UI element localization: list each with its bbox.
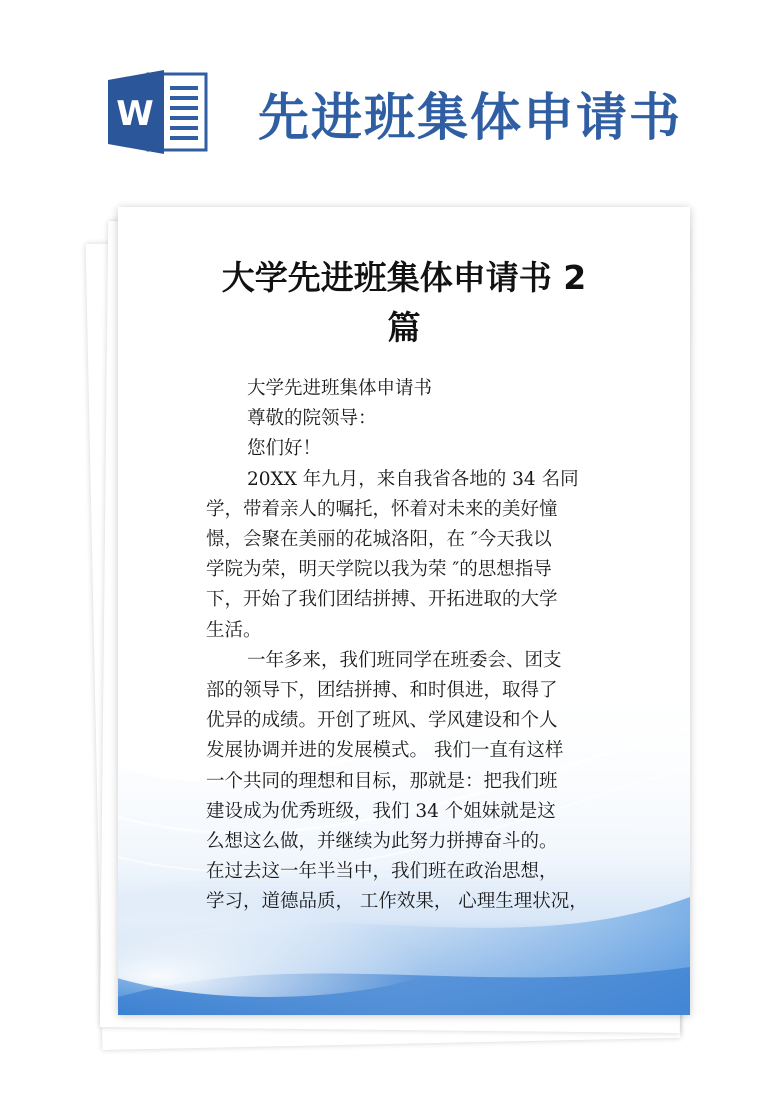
document-title-line-2: 篇 — [387, 308, 421, 347]
paragraph-line: 憬，会聚在美丽的花城洛阳，在 ″今天我以 — [206, 529, 552, 551]
paragraph-line: 在过去这一年半当中，我们班在政治思想， — [206, 861, 558, 883]
paragraph-line: 下，开始了我们团结拼搏、开拓进取的大学 — [206, 589, 558, 611]
page-title: 先进班集体申请书 — [258, 89, 683, 148]
paragraph-line: 学院为荣，明天学院以我为荣 ″的思想指导 — [206, 559, 552, 581]
document-title-line-1: 大学先进班集体申请书 2 — [221, 258, 587, 297]
document-title — [118, 253, 690, 353]
paragraph-line: 优异的成绩。开创了班风、学风建设和个人 — [206, 710, 558, 732]
paragraph-line: 您们好！ — [247, 438, 322, 460]
header-banner — [0, 0, 780, 190]
paragraph-line: 建设成为优秀班级，我们 34 个姐妹就是这 — [206, 800, 556, 822]
paragraph-line: 学，带着亲人的嘱托，怀着对未来的美好憧 — [206, 498, 558, 520]
document-page — [118, 207, 690, 1015]
paragraph-line: 部的领导下，团结拼搏、和时俱进，取得了 — [206, 680, 558, 702]
paragraph-line: 20XX 年九月，来自我省各地的 34 名同 — [247, 468, 579, 490]
paragraph-line: 发展协调并进的发展模式。 我们一直有这样 — [206, 740, 564, 762]
paragraph-line: 尊敬的院领导： — [247, 408, 377, 430]
word-document-icon — [108, 68, 210, 156]
paragraph-line: 一个共同的理想和目标，那就是：把我们班 — [206, 770, 558, 792]
paragraph-line: 生活。 — [206, 619, 262, 641]
paragraph-line: 一年多来，我们班同学在班委会、团支 — [247, 649, 562, 671]
paragraph-line: 学习，道德品质， 工作效果， 心理生理状况， — [206, 891, 588, 913]
paragraph-line: 么想这么做，并继续为此努力拼搏奋斗的。 — [206, 831, 558, 853]
document-body — [206, 374, 611, 918]
paragraph-line: 大学先进班集体申请书 — [247, 378, 433, 399]
svg-text:W: W — [116, 94, 154, 134]
